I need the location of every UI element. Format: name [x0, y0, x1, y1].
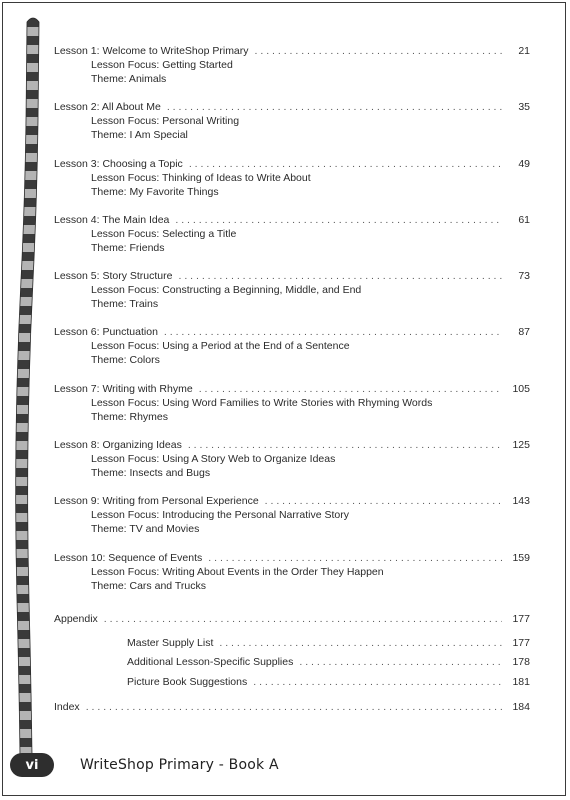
- appendix-item[interactable]: [54, 653, 530, 673]
- lesson-theme: Theme: Friends: [91, 241, 165, 254]
- lesson-row[interactable]: [54, 325, 530, 339]
- lesson-row[interactable]: [54, 157, 530, 171]
- lesson-theme: Theme: Colors: [91, 354, 160, 367]
- lesson-title: Lesson 7: Writing with Rhyme: [54, 382, 193, 395]
- lesson-entry: [54, 100, 530, 156]
- lesson-theme: Theme: Rhymes: [91, 410, 169, 423]
- lesson-entry: [54, 157, 530, 213]
- lesson-page: 143: [512, 495, 530, 508]
- lesson-title: Lesson 6: Punctuation: [54, 326, 158, 339]
- lesson-focus: Lesson Focus: Using Word Families to Write Stories with Rhyming Words: [91, 396, 433, 409]
- lesson-title: Lesson 3: Choosing a Topic: [54, 157, 183, 170]
- dot-leader: [255, 44, 502, 58]
- dot-leader: [188, 438, 502, 452]
- lesson-focus: Lesson Focus: Constructing a Beginning, Middle, and End: [91, 284, 362, 297]
- dot-leader: [86, 700, 502, 714]
- dot-leader: [175, 213, 502, 227]
- lesson-entry: [54, 494, 530, 550]
- lesson-theme: Theme: Trains: [91, 298, 159, 311]
- table-of-contents: [54, 44, 530, 714]
- lesson-theme: Theme: Animals: [91, 73, 167, 85]
- lesson-page: 125: [512, 439, 530, 452]
- lesson-row[interactable]: [54, 382, 530, 396]
- lesson-page: 159: [512, 551, 530, 564]
- lesson-focus: Lesson Focus: Using a Period at the End of a Sentence: [91, 340, 350, 353]
- appendix-item-page: 177: [512, 636, 530, 649]
- dot-leader: [299, 653, 502, 673]
- lesson-focus: Lesson Focus: Getting Started: [91, 59, 233, 71]
- lesson-row[interactable]: [54, 494, 530, 508]
- lesson-title: Lesson 4: The Main Idea: [54, 213, 170, 226]
- dot-leader: [167, 100, 502, 114]
- dot-leader: [265, 494, 502, 508]
- appendix-row[interactable]: [54, 610, 530, 629]
- lesson-focus: Lesson Focus: Selecting a Title: [91, 227, 237, 240]
- lesson-title: Lesson 2: All About Me: [54, 101, 161, 114]
- appendix-page: 177: [512, 612, 530, 625]
- page-footer: [10, 752, 279, 778]
- band-stripes: [16, 18, 39, 755]
- appendix-item-title: Master Supply List: [127, 636, 214, 649]
- lesson-row[interactable]: [54, 213, 530, 227]
- lesson-entry: [54, 325, 530, 381]
- dot-leader: [199, 382, 502, 396]
- lesson-theme: Theme: My Favorite Things: [91, 185, 219, 198]
- lesson-page: 35: [518, 101, 530, 114]
- dot-leader: [104, 610, 502, 629]
- lesson-entry: [54, 269, 530, 325]
- lesson-row[interactable]: [54, 100, 530, 114]
- dot-leader: [164, 325, 502, 339]
- lesson-page: 21: [518, 45, 530, 57]
- lesson-page: 61: [518, 213, 530, 226]
- lesson-page: 105: [512, 382, 530, 395]
- appendix-item-page: 178: [512, 656, 530, 669]
- lesson-theme: Theme: I Am Special: [91, 129, 188, 142]
- lesson-page: 73: [518, 270, 530, 283]
- lesson-focus: Lesson Focus: Personal Writing: [91, 115, 240, 128]
- striped-side-band: [0, 0, 60, 800]
- dot-leader: [189, 157, 502, 171]
- lesson-focus: Lesson Focus: Using A Story Web to Organize Ideas: [91, 453, 336, 466]
- dot-leader: [178, 269, 502, 283]
- appendix-item[interactable]: [54, 673, 530, 693]
- dot-leader: [253, 673, 502, 693]
- appendix-item-page: 181: [512, 675, 530, 688]
- lesson-focus: Lesson Focus: Introducing the Personal Narrative Story: [91, 509, 349, 522]
- lesson-focus: Lesson Focus: Thinking of Ideas to Write About: [91, 171, 311, 184]
- appendix-item-title: Additional Lesson-Specific Supplies: [127, 656, 294, 669]
- lesson-row[interactable]: [54, 438, 530, 452]
- lesson-focus: Lesson Focus: Writing About Events in the Order They Happen: [91, 565, 384, 578]
- lesson-entry: [54, 382, 530, 438]
- book-title: WriteShop Primary - Book A: [80, 757, 279, 773]
- index-page: 184: [512, 701, 530, 714]
- lesson-title: Lesson 9: Writing from Personal Experience: [54, 495, 259, 508]
- dot-leader: [219, 634, 502, 654]
- appendix-items: [54, 634, 530, 693]
- lesson-title: Lesson 8: Organizing Ideas: [54, 439, 182, 452]
- lesson-title: Lesson 10: Sequence of Events: [54, 551, 203, 564]
- lesson-page: 49: [518, 157, 530, 170]
- lesson-theme: Theme: Insects and Bugs: [91, 467, 211, 480]
- lesson-theme: Theme: Cars and Trucks: [91, 579, 206, 592]
- index-row[interactable]: [54, 700, 530, 714]
- appendix-item[interactable]: [54, 634, 530, 654]
- lesson-title: Lesson 1: Welcome to WriteShop Primary: [54, 45, 249, 57]
- lesson-list: [54, 44, 530, 607]
- lesson-page: 87: [518, 326, 530, 339]
- lesson-entry: [54, 551, 530, 607]
- lesson-title: Lesson 5: Story Structure: [54, 270, 173, 283]
- lesson-theme: Theme: TV and Movies: [91, 523, 200, 536]
- lesson-row[interactable]: [54, 551, 530, 565]
- appendix-section: [54, 610, 530, 693]
- appendix-item-title: Picture Book Suggestions: [127, 675, 248, 688]
- lesson-entry: [54, 44, 530, 100]
- lesson-entry: [54, 438, 530, 494]
- lesson-row[interactable]: [54, 269, 530, 283]
- lesson-row[interactable]: [54, 44, 530, 58]
- appendix-title: Appendix: [54, 612, 98, 625]
- lesson-entry: [54, 213, 530, 269]
- index-title: Index: [54, 701, 80, 714]
- dot-leader: [208, 551, 502, 565]
- index-section: [54, 700, 530, 714]
- page-number-badge: vi: [10, 753, 54, 777]
